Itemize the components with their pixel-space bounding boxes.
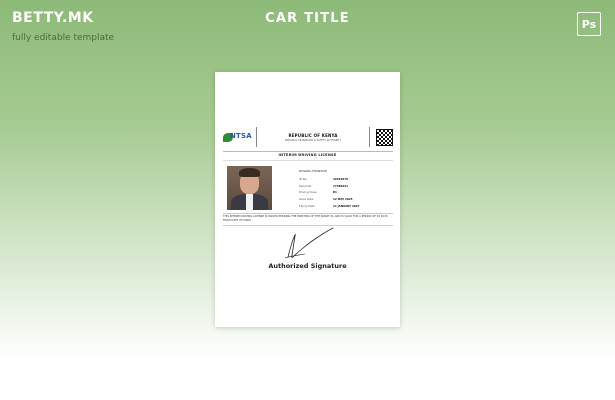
photo-hair — [239, 168, 260, 177]
field-value: 11 JANUARY 2027 — [333, 203, 360, 208]
qr-code-icon — [376, 129, 393, 146]
field-row — [299, 190, 389, 194]
photo-shirt — [246, 194, 253, 210]
authority-label: NATIONAL TRANSPORT & SAFETY AUTHORITY — [284, 138, 342, 142]
header-divider — [369, 127, 370, 147]
signature-icon — [281, 227, 341, 263]
document-title: INTERIM DRIVING LICENSE — [278, 153, 337, 157]
field-row — [299, 204, 389, 208]
document-header — [223, 125, 393, 149]
divider — [223, 160, 393, 161]
issuer-block — [257, 133, 369, 142]
field-value: 12 MAY 2025 — [333, 197, 353, 202]
field-value: 32916678 — [333, 177, 348, 181]
brand-name: BETTY.MK — [12, 10, 94, 26]
page-title: CAR TITLE — [265, 11, 350, 26]
divider — [223, 151, 393, 152]
field-row — [299, 197, 389, 201]
document-preview — [215, 72, 400, 327]
field-label: Issue Date — [299, 197, 314, 202]
field-label: Expiry Date — [299, 203, 315, 208]
logo-text: NTSA — [230, 132, 252, 140]
field-row — [299, 184, 389, 188]
photoshop-icon: Ps — [577, 12, 601, 36]
license-fields — [299, 169, 389, 210]
field-label: ID No. — [299, 177, 308, 181]
brand-tagline: fully editable template — [12, 33, 115, 43]
field-row — [299, 177, 389, 181]
field-value: 77389421 — [333, 183, 348, 188]
holder-name: ROWAN ATKINSON — [299, 169, 327, 173]
divider — [223, 213, 393, 214]
validity-notice: THIS INTERIM DRIVING LICENSE IS ISSUED PENDING THE PRINTING OF THE SMART DL AND IS VALID FOR A PERIOD OF 30 DAYS FROM DATE OF ISSUE — [223, 215, 388, 222]
ntsa-logo — [223, 131, 251, 143]
field-value: B1 — [333, 190, 337, 195]
signature-label: Authorized Signature — [268, 262, 347, 270]
republic-label: REPUBLIC OF KENYA — [288, 132, 338, 138]
field-label: Driving Class — [299, 190, 317, 195]
field-label: Serial No. — [299, 183, 312, 188]
holder-photo — [227, 166, 272, 210]
divider — [223, 225, 393, 226]
